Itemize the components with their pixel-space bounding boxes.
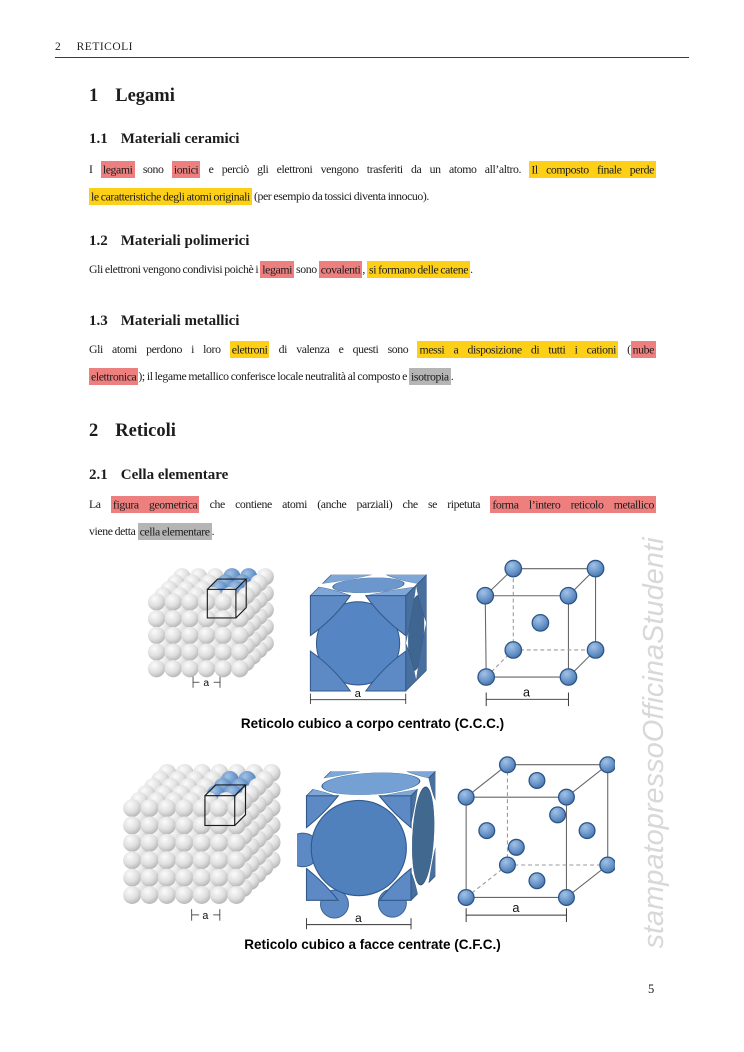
- section-2-title: Reticoli: [115, 421, 176, 441]
- text-line: I legami sono ionici e perciò gli elettroni vengono trasferiti da un atomo all’altro. Il composto finale perde: [89, 162, 654, 176]
- figure-cfc-wireframe: [452, 748, 615, 925]
- figure-cfc-cut-cube: [297, 751, 442, 933]
- figure-ccc-caption: Reticolo cubico a corpo centrato (C.C.C.): [240, 716, 505, 731]
- section-1-heading: [89, 86, 175, 107]
- section-1-2-title: Materiali polimerici: [120, 233, 250, 249]
- text-line: Gli atomi perdono i loro elettroni di valenza e questi sono messi a disposizione di tutti i cationi ( nube: [89, 342, 655, 356]
- text-line: le caratteristiche degli atomi originali (per esempio da tossici diventa innocuo).: [91, 189, 429, 203]
- figure-cfc-caption: Reticolo cubico a facce centrate (C.F.C.): [244, 937, 501, 952]
- text-line: viene detta cella elementare .: [89, 524, 215, 538]
- section-2-number: 2: [89, 421, 99, 441]
- section-1-1-number: 1.1: [89, 131, 108, 147]
- dim-label-a: a: [354, 688, 361, 701]
- figure-ccc-cut-cube: [300, 561, 430, 704]
- section-2-1-heading: [89, 467, 228, 484]
- watermark: stampatopressoOfficinaStudenti: [638, 537, 670, 949]
- running-head-title: RETICOLI: [76, 41, 134, 53]
- text-line: La figura geometrica che contiene atomi (anche parziali) che se ripetuta forma l’intero reticolo metallico: [89, 497, 655, 511]
- dim-label-a: a: [202, 910, 209, 923]
- dim-label-a: a: [203, 678, 210, 690]
- dim-label-a: a: [522, 685, 530, 700]
- section-2-heading: [89, 421, 176, 442]
- figure-ccc-sphere-packing: [147, 556, 274, 691]
- paragraph-polimerici: [89, 256, 656, 283]
- section-1-1-heading: [89, 131, 239, 148]
- section-1-3-heading: [89, 313, 239, 330]
- text-line: elettronica ); il legame metallico conferisce locale neutralità al composto e isotropia .: [91, 369, 454, 383]
- section-1-number: 1: [89, 86, 99, 106]
- section-1-3-number: 1.3: [89, 313, 108, 329]
- section-1-1-title: Materiali ceramici: [120, 131, 240, 147]
- section-1-title: Legami: [115, 86, 175, 106]
- page-number: 5: [648, 982, 655, 996]
- dim-label-a: a: [512, 900, 520, 916]
- paragraph-ceramici: [89, 156, 656, 210]
- dim-label-a: a: [355, 910, 362, 925]
- section-1-2-number: 1.2: [89, 233, 108, 249]
- paragraph-metallici: [89, 336, 656, 390]
- figure-cfc-sphere-packing: [122, 746, 292, 924]
- running-head-number: 2: [55, 41, 62, 53]
- section-1-3-title: Materiali metallici: [120, 313, 240, 329]
- section-1-2-heading: [89, 233, 249, 250]
- section-2-1-title: Cella elementare: [120, 467, 229, 483]
- running-head: [55, 41, 133, 53]
- figure-ccc-wireframe: [462, 556, 612, 711]
- paragraph-cella-elementare: [89, 491, 656, 545]
- header-rule: [55, 57, 689, 58]
- section-2-1-number: 2.1: [89, 467, 108, 483]
- text-line: Gli elettroni vengono condivisi poichè i legami sono covalenti , si formano delle catene .: [89, 262, 473, 276]
